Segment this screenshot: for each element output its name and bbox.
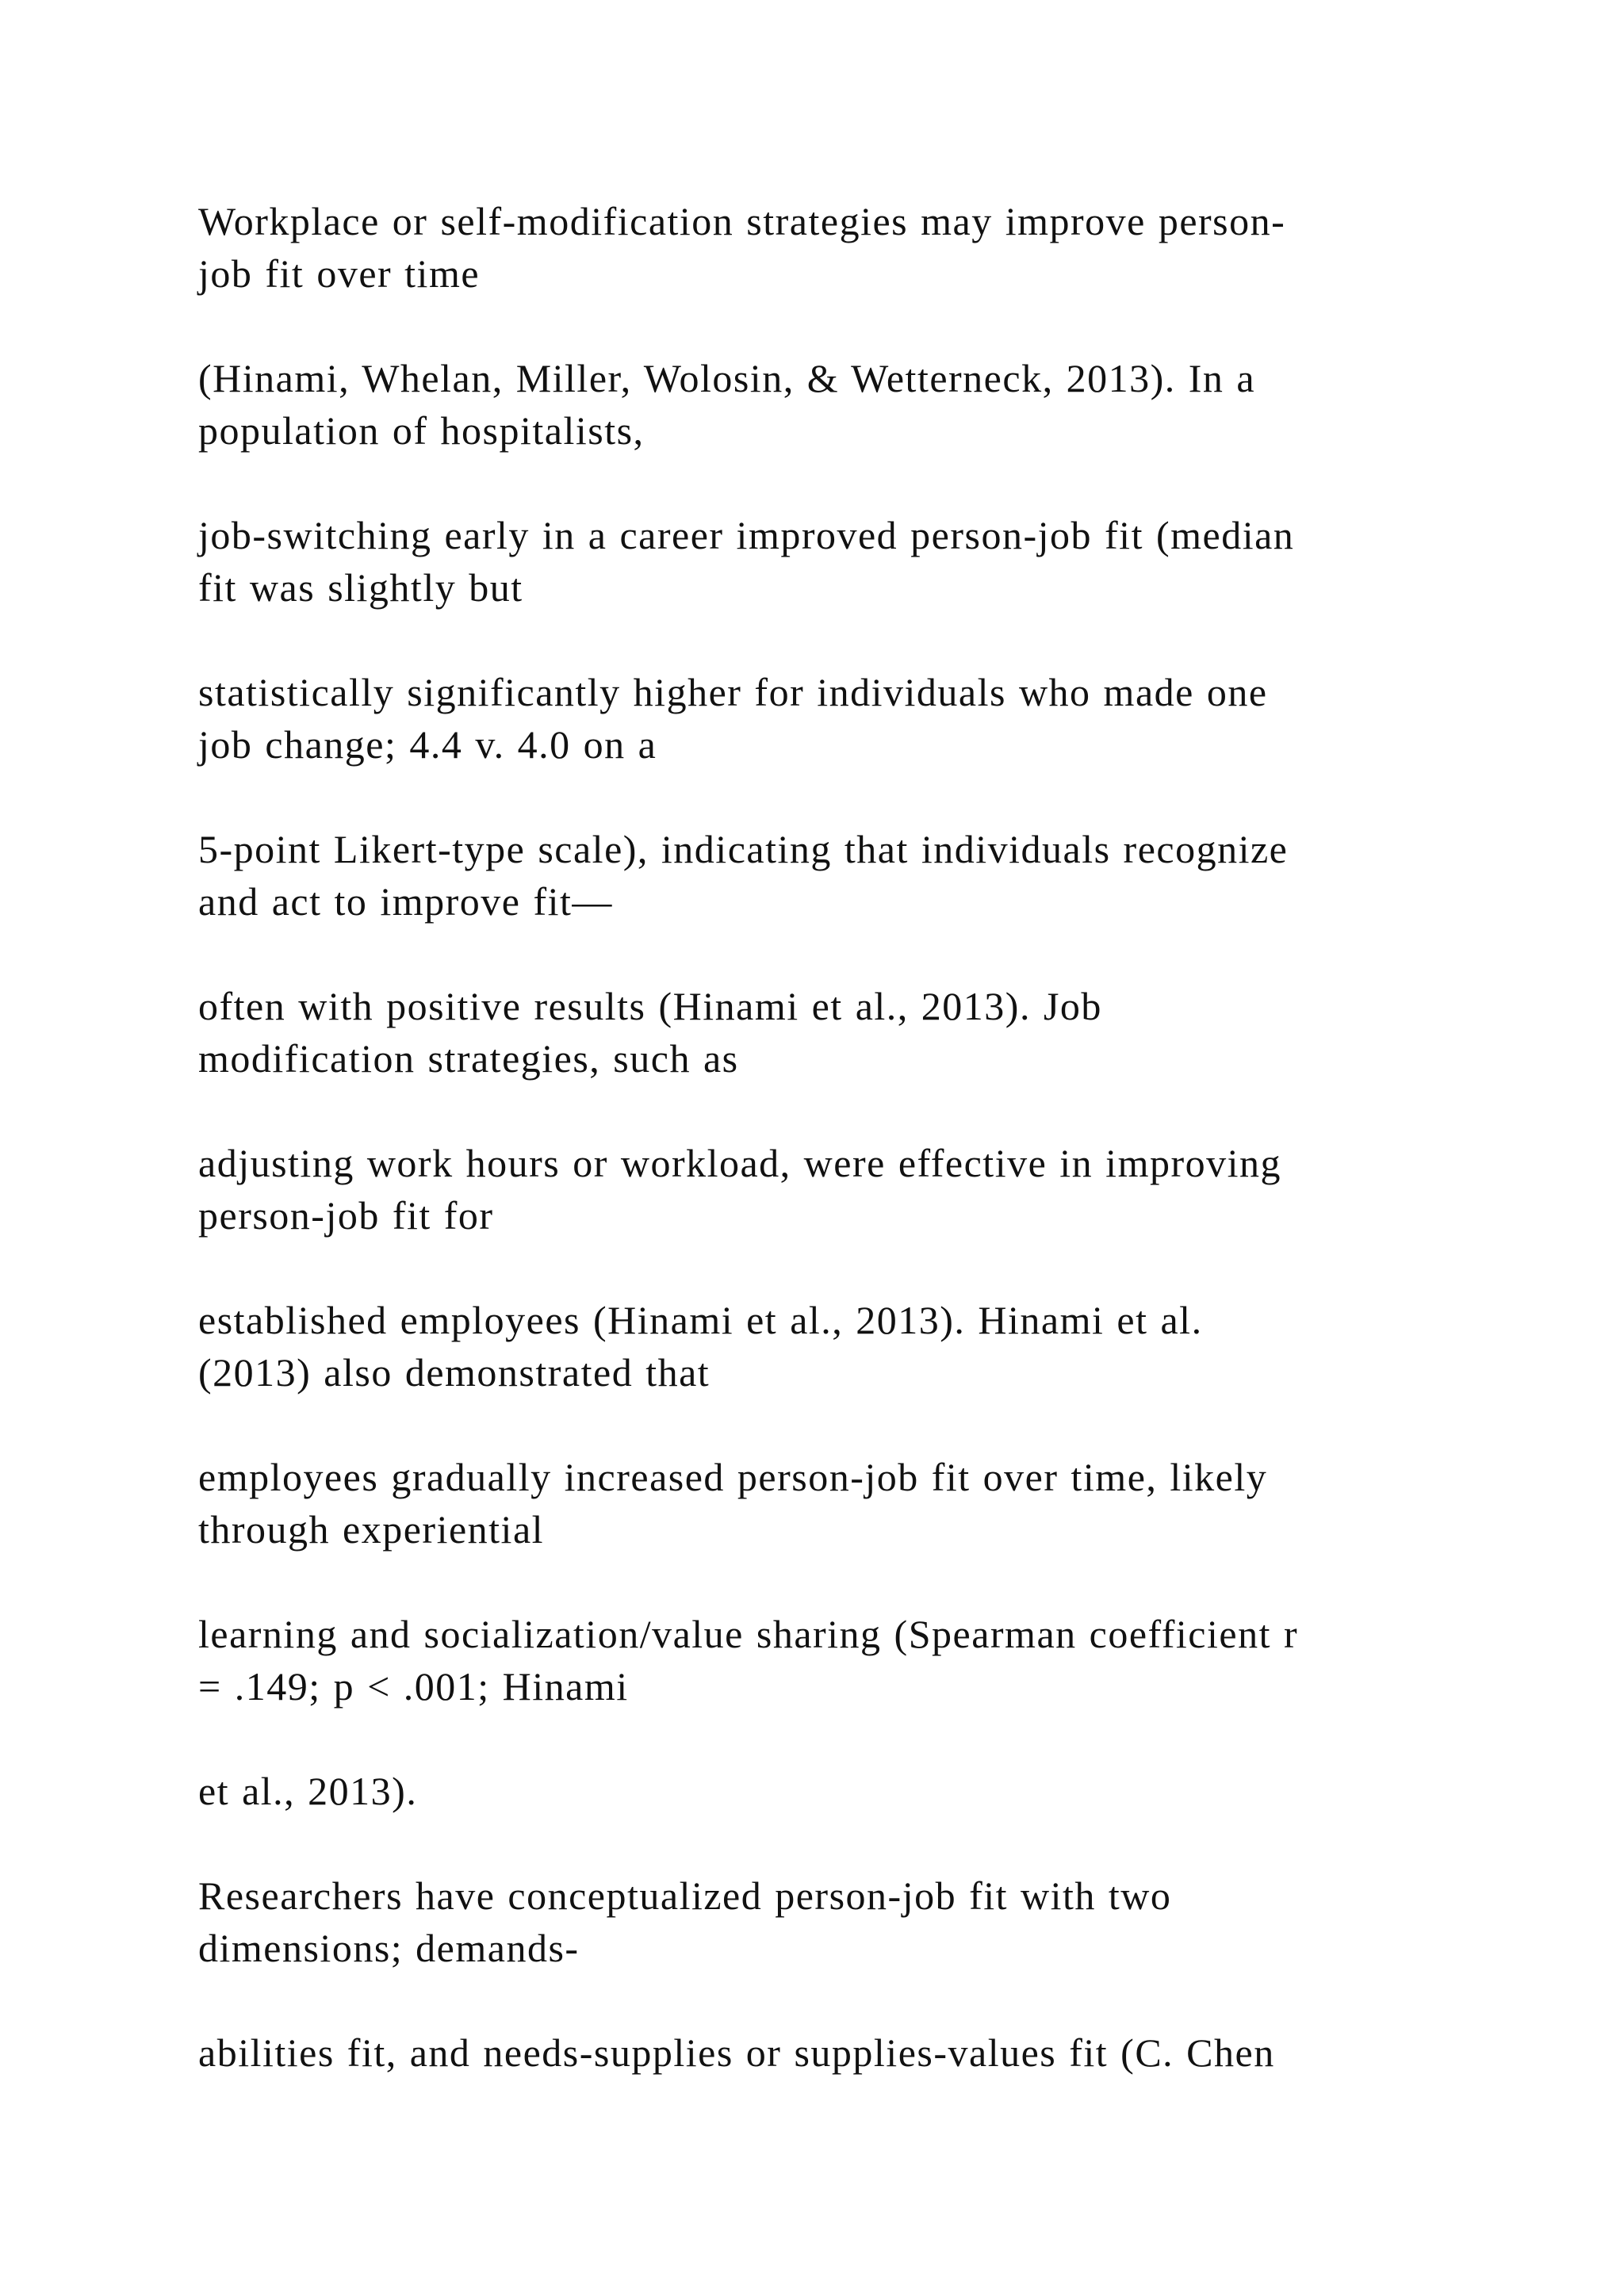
text-line: population of hospitalists,	[198, 408, 645, 453]
text-line: 5-point Likert-type scale), indicating that individuals recognize	[198, 827, 1289, 871]
paragraph	[198, 823, 1546, 928]
text-line: and act to improve fit—	[198, 879, 613, 924]
paragraph	[198, 666, 1546, 771]
text-line: employees gradually increased person-job fit over time, likely	[198, 1455, 1268, 1499]
paragraph	[198, 1294, 1546, 1399]
paragraph	[198, 195, 1546, 300]
text-line: Workplace or self-modification strategies may improve person-	[198, 199, 1286, 243]
text-line: modification strategies, such as	[198, 1036, 739, 1081]
text-line: person-job fit for	[198, 1193, 494, 1238]
text-line: job-switching early in a career improved person-job fit (median	[198, 513, 1295, 557]
text-line: abilities fit, and needs-supplies or supplies-values fit (C. Chen	[198, 2030, 1275, 2075]
text-line: Researchers have conceptualized person-job fit with two	[198, 1873, 1172, 1918]
text-line: job fit over time	[198, 251, 481, 296]
paragraph	[198, 509, 1546, 614]
text-line: established employees (Hinami et al., 2013). Hinami et al.	[198, 1298, 1203, 1342]
paragraph	[198, 1869, 1546, 1974]
text-line: = .149; p < .001; Hinami	[198, 1664, 629, 1709]
paragraph	[198, 980, 1546, 1085]
paragraph	[198, 1608, 1546, 1712]
text-line: through experiential	[198, 1507, 545, 1552]
text-line: (Hinami, Whelan, Miller, Wolosin, & Wetterneck, 2013). In a	[198, 356, 1256, 400]
text-line: often with positive results (Hinami et al., 2013). Job	[198, 984, 1102, 1028]
text-line: learning and socialization/value sharing (Spearman coefficient r	[198, 1612, 1299, 1656]
text-line: adjusting work hours or workload, were effective in improving	[198, 1141, 1281, 1185]
paragraph	[198, 1137, 1546, 1242]
text-line: statistically significantly higher for individuals who made one	[198, 670, 1268, 714]
text-line: job change; 4.4 v. 4.0 on a	[198, 722, 657, 767]
text-line: et al., 2013).	[198, 1769, 418, 1813]
text-line: (2013) also demonstrated that	[198, 1350, 710, 1395]
body-text	[198, 195, 1546, 2131]
text-line: fit was slightly but	[198, 565, 523, 610]
paragraph	[198, 2026, 1546, 2079]
paragraph	[198, 352, 1546, 457]
paragraph	[198, 1765, 1546, 1817]
text-line: dimensions; demands-	[198, 1926, 580, 1970]
paragraph	[198, 1451, 1546, 1556]
